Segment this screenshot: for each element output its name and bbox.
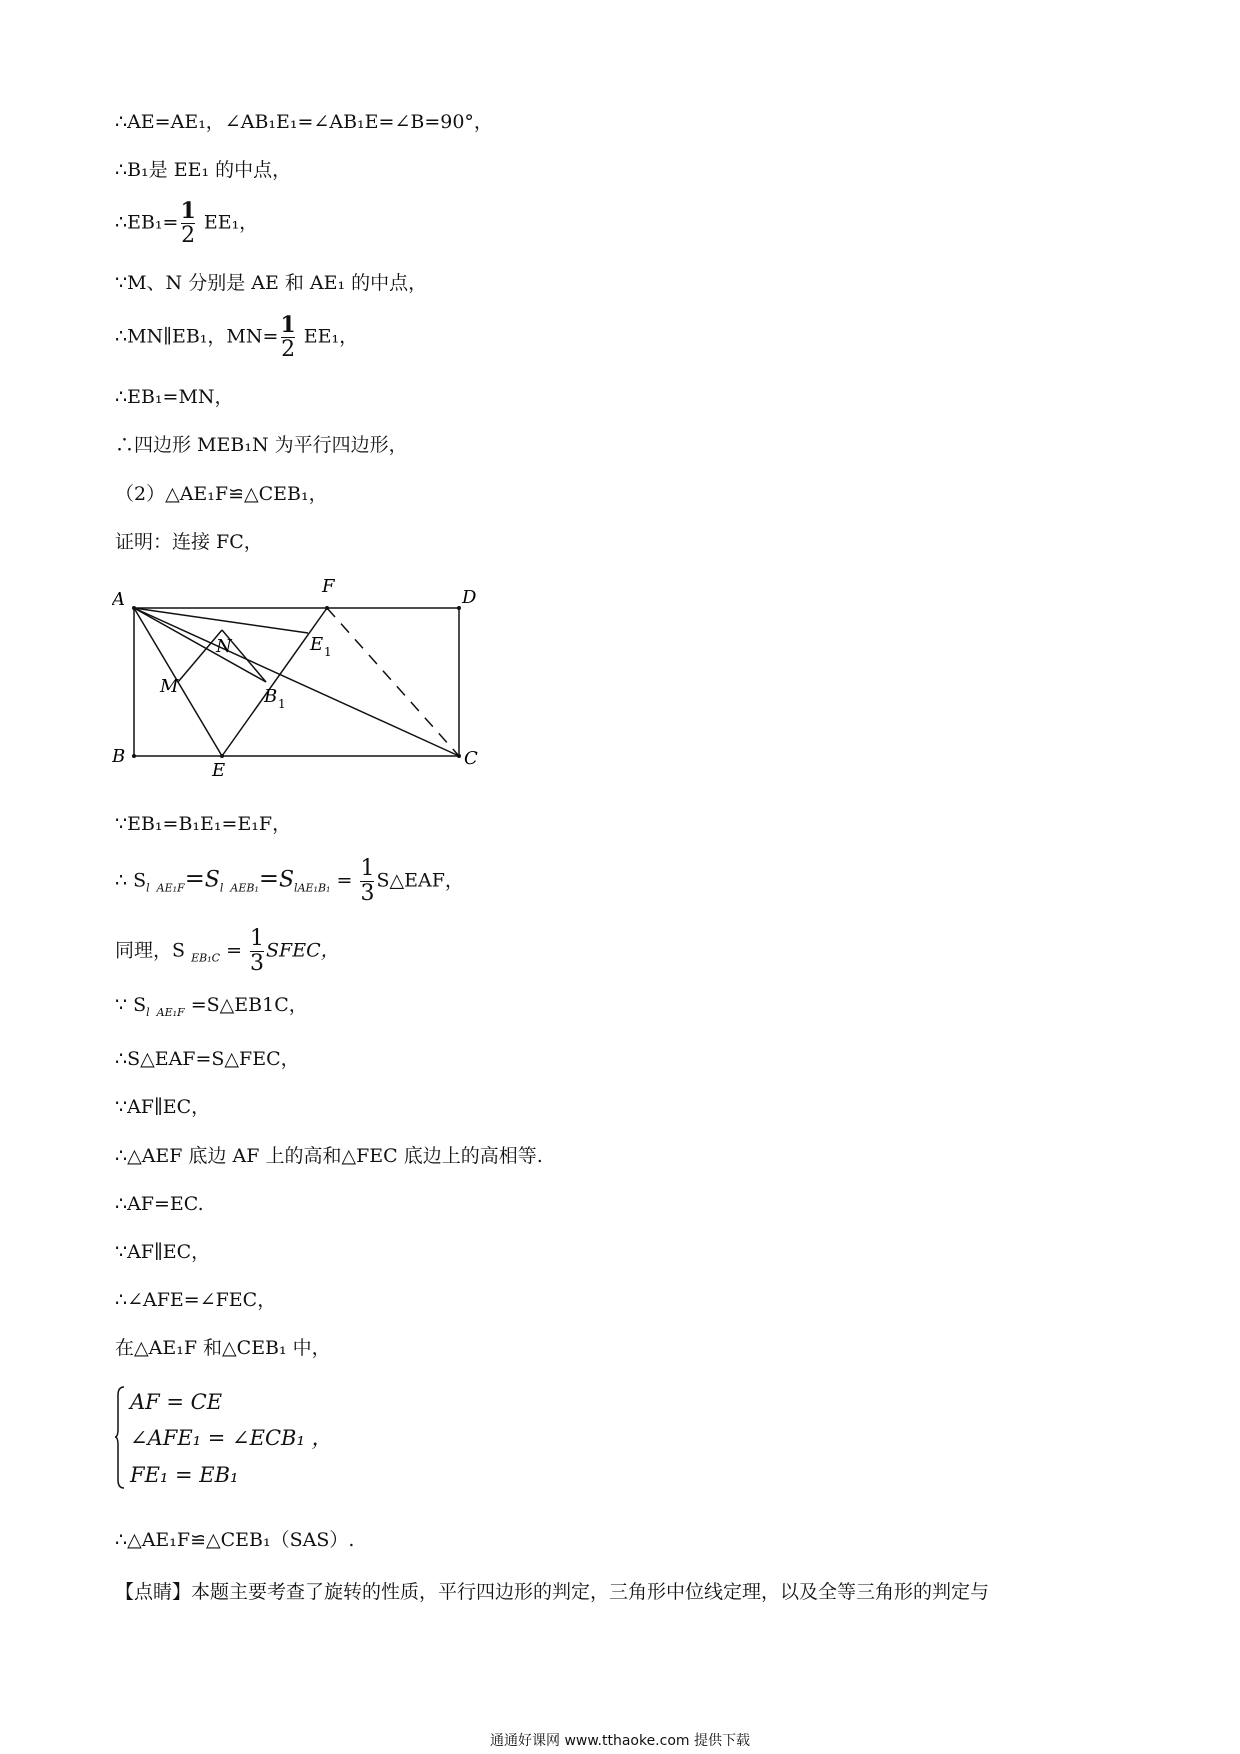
text-line: ∴S△EAF=S△FEC， <box>115 1048 300 1070</box>
text-line-with-fraction <box>115 314 358 361</box>
label-M: M <box>160 676 179 697</box>
label-D: D <box>462 587 477 608</box>
label-N: N <box>216 636 232 657</box>
subscript: EB₁C <box>191 951 221 965</box>
text-fragment: ∴EB₁= <box>115 211 179 234</box>
fraction <box>180 200 195 247</box>
text-fragment: SFEC， <box>266 939 340 962</box>
text-line: ∴B₁是 EE₁ 的中点， <box>115 159 292 181</box>
fraction <box>360 858 374 905</box>
geometry-figure <box>112 572 482 782</box>
fraction-denominator: 2 <box>281 337 296 362</box>
text-line: ∴∠AFE=∠FEC， <box>115 1289 277 1311</box>
text-fragment: EE₁， <box>203 211 259 234</box>
fraction-denominator: 3 <box>360 881 375 906</box>
text-fragment: EE₁， <box>303 325 359 348</box>
text-line: ∴△AE₁F≌△CEB₁（SAS）. <box>115 1529 355 1551</box>
text-line: ∴AE=AE₁，∠AB₁E₁=∠AB₁E=∠B=90°， <box>115 111 493 133</box>
fraction-denominator: 2 <box>181 223 196 248</box>
label-E: E <box>212 760 226 781</box>
area-equation: ∵ $S_l$ $_{AE_1F}$ =S△EB1C， <box>115 994 308 1019</box>
label-C: C <box>464 748 478 769</box>
text-fragment: =S△EB1C， <box>190 994 308 1016</box>
label-B: B <box>112 746 126 767</box>
text-line: ∴EB₁=MN， <box>115 386 234 408</box>
text-line: 在△AE₁F 和△CEB₁ 中， <box>115 1337 331 1359</box>
text-fragment: 同理，S <box>115 939 186 962</box>
brace-icon <box>115 1385 125 1490</box>
label-F: F <box>322 576 335 597</box>
page-footer: 通通好课网 www.tthaoke.com 提供下载 <box>490 1733 750 1749</box>
text-line: ∵AF∥EC， <box>115 1241 211 1263</box>
label-B1-subscript: 1 <box>278 697 286 711</box>
label-E1: E <box>310 634 324 655</box>
text-line: 证明：连接 FC， <box>115 531 263 553</box>
text-line: ∴四边形 MEB₁N 为平行四边形， <box>115 434 408 456</box>
text-fragment: ∴MN∥EB₁，MN= <box>115 325 279 348</box>
subscript: AE₁F <box>156 881 185 895</box>
text-line: （2）△AE₁F≌△CEB₁， <box>115 483 328 505</box>
subscript: AE₁F <box>156 1006 185 1019</box>
system-line: FE₁ = EB₁ <box>130 1463 239 1487</box>
fraction <box>280 314 295 361</box>
fraction-numerator: 1 <box>360 856 375 881</box>
fraction-numerator: 1 <box>280 312 296 338</box>
text-line: ∵M、N 分别是 AE 和 AE₁ 的中点， <box>115 272 428 294</box>
subscript: AEB₁ <box>230 881 259 895</box>
fraction-numerator: 1 <box>180 198 196 224</box>
text-line: ∴△AEF 底边 AF 上的高和△FEC 底边上的高相等. <box>115 1145 543 1167</box>
subscript: AE₁B₁ <box>297 881 331 895</box>
text-line: 【点睛】本题主要考查了旋转的性质，平行四边形的判定，三角形中位线定理，以及全等三角形的判定与 <box>115 1581 990 1603</box>
text-fragment: S△EAF， <box>376 869 464 892</box>
area-equation: ∴ $S_l$ $_{AE_1F}=S_l$ $_{AEB_1}=S_{lAE_1B_1}$ = $\frac{1}{3}$ S△EAF， <box>115 856 464 906</box>
text-line-with-fraction <box>115 200 258 247</box>
system-line: AF = CE <box>130 1390 223 1414</box>
label-B1: B <box>264 686 278 707</box>
text-fragment: ∴ S <box>115 869 147 892</box>
system-line: ∠AFE₁ = ∠ECB₁ ， <box>130 1426 333 1450</box>
text-fragment: ∵ S <box>115 994 147 1016</box>
fraction <box>250 928 264 975</box>
fraction-denominator: 3 <box>250 951 265 976</box>
label-E1-subscript: 1 <box>324 645 332 659</box>
text-line: ∵AF∥EC， <box>115 1096 211 1118</box>
text-line: ∵EB₁=B₁E₁=E₁F， <box>115 813 292 835</box>
text-line: ∴AF=EC. <box>115 1193 204 1215</box>
area-equation: 同理，S $_{EB_1C}$ = $\frac{1}{3}$ SFEC， <box>115 926 340 976</box>
fraction-numerator: 1 <box>250 926 265 951</box>
label-A: A <box>112 589 125 610</box>
